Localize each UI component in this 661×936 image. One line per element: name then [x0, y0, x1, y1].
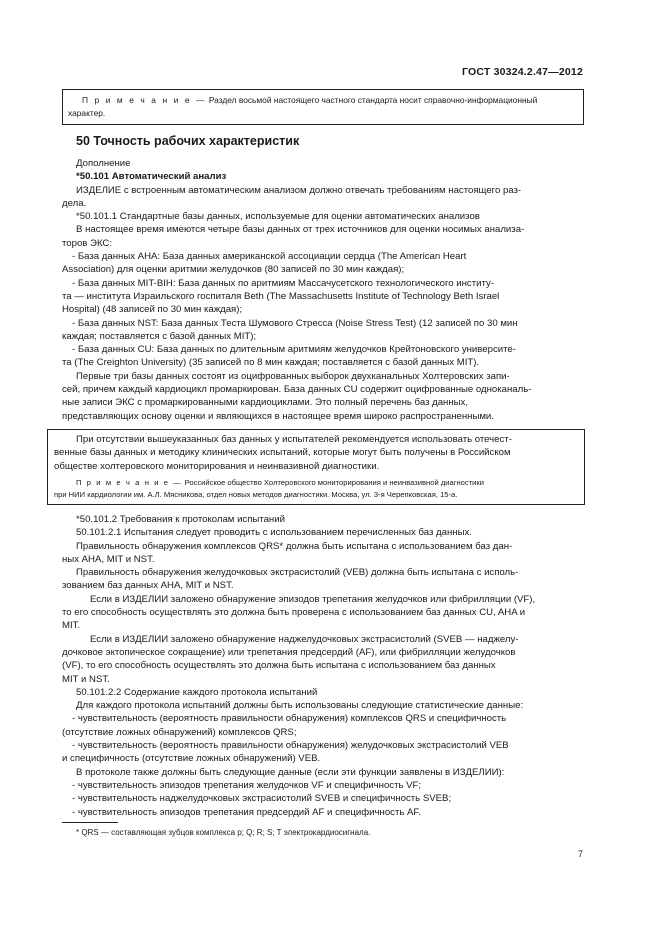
- text-line: дела.: [62, 197, 87, 209]
- text-line: - База данных АНА: База данных американской ассоциации сердца (The American Heart: [72, 251, 467, 263]
- section-body: [62, 157, 584, 423]
- note-line: характер.: [68, 108, 106, 118]
- note-text: Раздел восьмой настоящего частного стандарта носит справочно-информационный: [208, 95, 538, 105]
- text-line: ИЗДЕЛИЕ с встроенным автоматическим анализом должно отвечать требованиям настоящего раз-: [76, 184, 522, 196]
- text-line: ных АНА, MIT и NST.: [62, 553, 155, 565]
- text-line: каждая; поставляется с базой данных MIT);: [62, 330, 257, 342]
- section-title: 50 Точность рабочих характеристик: [76, 134, 300, 148]
- recommendation-box: [47, 429, 585, 505]
- text-line: MIT.: [62, 620, 81, 632]
- text-line: Если в ИЗДЕЛИИ заложено обнаружение наджелудочковых экстрасистолий (SVEB — наджелу-: [90, 633, 519, 645]
- text-line: В настоящее время имеются четыре базы данных от трех источников для оценки носимых анализа-: [76, 224, 525, 236]
- box-text-line: обществе холтеровского мониторирования и неинвазивной диагностики.: [54, 460, 380, 472]
- note-text: Российское общество Холтеровского мониторирования и неинвазивной диагностики: [184, 477, 484, 487]
- text-line: - чувствительность эпизодов трепетания желудочков VF и специфичность VF;: [72, 779, 422, 791]
- text-line: В протоколе также должны быть следующие данные (если эти функции заявлены в ИЗДЕЛИИ):: [76, 766, 505, 778]
- text-line: сей, причем каждый кардиоцикл промаркирован. База данных CU содержит оцифрованные одноканаль-: [62, 384, 532, 396]
- text-line: та — института Израильского госпиталя Beth (The Massachusetts Institute of Technology Beth Israel: [62, 290, 500, 302]
- text-line: MIT и NST.: [62, 673, 110, 685]
- text-line: представляющих основу оценки и являющихся в настоящее время широко распространенными.: [62, 410, 494, 422]
- text-line: та (The Creighton University) (35 записей по 8 мин каждая; поставляется с базой данных MIT).: [62, 357, 480, 369]
- text-line: Дополнение: [76, 158, 131, 169]
- text-line: зованием баз данных АНА, MIT и NST.: [62, 580, 234, 592]
- text-line: - чувствительность наджелудочковых экстрасистолий SVEB и специфичность SVEB;: [72, 793, 452, 805]
- text-line: - чувствительность (вероятность правильности обнаружения) желудочковых экстрасистолий VEB: [72, 740, 509, 752]
- box-note-line: [54, 477, 578, 489]
- text-line: Association) для оценки аритмии желудочков (80 записей по 30 мин каждая);: [62, 264, 405, 276]
- standard-header: ГОСТ 30324.2.47—2012: [461, 66, 583, 78]
- subsection-title: *50.101.2 Требования к протоколам испытаний: [76, 514, 285, 525]
- note-label: П р и м е ч а н и е —: [82, 95, 207, 105]
- text-line: - База данных CU: База данных по длительным аритмиям желудочков Крейтоновского университе-: [72, 344, 516, 356]
- text-line: (VF), то его способность осуществлять это должна быть испытана с использованием баз данных: [62, 660, 496, 672]
- box-note-line: при НИИ кардиологии им. А.Л. Мясникова, отдел новых методов диагностики. Москва, ул. 3-я Черепковская, 15-а.: [54, 489, 458, 499]
- page-number: 7: [577, 849, 583, 859]
- text-line: Если в ИЗДЕЛИИ заложено обнаружение эпизодов трепетания желудочков или фибрилляции (VF),: [90, 593, 536, 605]
- text-line: дочковое эктопическое сокращение) или трепетания предсердий (AF), или фибрилляции желудочков: [62, 646, 516, 658]
- text-line: Правильность обнаружения желудочковых экстрасистолий (VEB) должна быть испытана с исполь-: [76, 567, 519, 579]
- text-line: - База данных MIT-BIH: База данных по аритмиям Массачусетского технологического институ-: [72, 277, 494, 289]
- text-line: *50.101.1 Стандартные базы данных, используемые для оценки автоматических анализов: [76, 211, 480, 223]
- text-line: ные записи ЭКС с промаркированными кардиоциклами. Это полный перечень баз данных,: [62, 397, 469, 409]
- text-line: - чувствительность эпизодов трепетания предсердий AF и специфичность AF.: [72, 806, 421, 818]
- section-body: [62, 513, 584, 819]
- text-line: торов ЭКС:: [62, 237, 113, 249]
- footnote-divider: [62, 822, 118, 823]
- box-text-line: При отсутствии вышеуказанных баз данных у испытателей рекомендуется использовать отечест-: [76, 434, 512, 445]
- text-line: - База данных NST: База данных Теста Шумового Стресса (Noise Stress Test) (12 записей по 30 мин: [72, 317, 518, 329]
- subsection-title: *50.101 Автоматический анализ: [76, 171, 227, 183]
- text-line: и специфичность (отсутствие ложных обнаружений) VEB.: [62, 753, 321, 765]
- box-text-line: венные базы данных и методику клинических испытаний, которые могут быть получены в Российском: [54, 447, 511, 459]
- text-line: 50.101.2.1 Испытания следует проводить с использованием перечисленных баз данных.: [76, 527, 472, 539]
- note-box: [62, 89, 584, 125]
- text-line: (отсутствие ложных обнаружений) комплексов QRS;: [62, 726, 297, 738]
- text-line: Правильность обнаружения комплексов QRS* должна быть испытана с использованием баз дан-: [76, 540, 513, 552]
- note-line: [68, 94, 578, 107]
- text-line: Первые три базы данных состоят из оцифрованных выборок двухканальных Холтеровских запи-: [76, 370, 510, 382]
- text-line: Для каждого протокола испытаний должны быть использованы следующие статистические данные:: [76, 700, 524, 712]
- footnote: * QRS — составляющая зубцов комплекса р; Q; R; S; T электрокардиосигнала.: [76, 828, 371, 837]
- note-label: П р и м е ч а н и е —: [76, 477, 183, 487]
- subsection-title: 50.101.2.2 Содержание каждого протокола испытаний: [76, 686, 318, 698]
- text-line: - чувствительность (вероятность правильности обнаружения) комплексов QRS и специфичность: [72, 713, 507, 725]
- text-line: Hospital) (48 записей по 30 мин каждая);: [62, 304, 243, 316]
- text-line: то его способность осуществлять это должна быть проверена с использованием баз данных CU, AHA и: [62, 607, 526, 619]
